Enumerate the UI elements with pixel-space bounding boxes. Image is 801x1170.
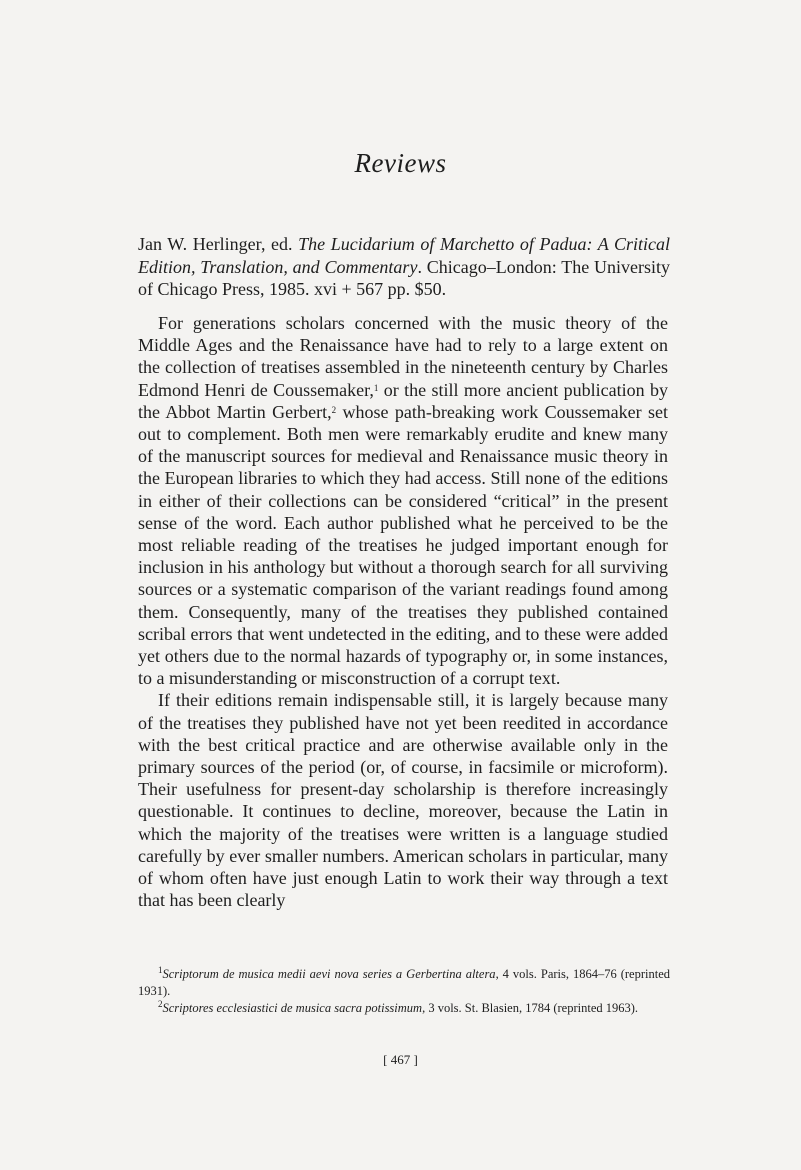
footnote-1-marker: 1 [158,965,163,975]
paragraph-1-text-b: or the still more ancient publication by the Abbot Martin Gerbert, [138,379,668,422]
citation-editor: Jan W. Herlinger, ed. [138,234,299,254]
section-title: Reviews [354,148,447,178]
footnote-1 [138,966,670,1000]
footnote-ref-1: 1 [373,382,379,393]
footnote-1-title: Scriptorum de musica medii aevi nova series a Gerbertina altera [162,967,496,981]
footnote-ref-2: 2 [331,404,337,415]
paragraph-1-text-a: For generations scholars concerned with the music theory of the Middle Ages and the Renaissance have had to rely to a large extent on the collection of treatises assembled in the nineteenth century by Charles Edmond Henri de Coussemaker, [138,313,668,400]
body-paragraph-2: If their editions remain indispensable still, it is largely because many of the treatises they published have not yet been reedited in accordance with the best critical practice and are otherwise available only in the primary sources of the period (or, of course, in facsimile or microform). Their usefulness for present-day scholarship is therefore increasingly questionable. It continues to decline, moreover, because the Latin in which the majority of the treatises were written is a language studied carefully by ever smaller numbers. American scholars in particular, many of whom often have just enough Latin to work their way through a text that has been clearly [138,690,668,911]
citation-publication: . Chicago–London: The University of Chicago Press, 1985. xvi + 567 pp. $50. [138,256,670,299]
footnote-2 [138,1000,670,1017]
citation-book-title: The Lucidarium of Marchetto of Padua: A Critical Edition, Translation, and Commentary [138,234,670,277]
body-paragraph-1 [138,312,668,689]
review-body [138,312,668,911]
footnote-2-details: , 3 vols. St. Blasien, 1784 (reprinted 1963). [422,1001,639,1015]
footnote-2-title: Scriptores ecclesiastici de musica sacra potissimum [162,1001,423,1015]
paragraph-1-text-c: whose path-breaking work Coussemaker set out to complement. Both men were remarkably erudite and knew many of the manuscript sources for medieval and Renaissance music theory in the European libraries to which they had access. Still none of the editions in either of their collections can be considered “critical” in the present sense of the word. Each author published what he perceived to be the most reliable reading of the treatises he judged important enough for inclusion in his anthology but without a thorough search for all surviving sources or a systematic comparison of the variant readings found among them. Consequently, many of the treatises they published contained scribal errors that went undetected in the editing, and to these were added yet others due to the normal hazards of typography or, in some instances, to a misunderstanding or misconstruction of a corrupt text. [138,401,668,689]
footnote-1-details: , 4 vols. Paris, 1864–76 (reprinted 1931). [138,967,670,998]
footnotes [138,966,670,1017]
book-citation [138,233,670,301]
page-number: [ 467 ] [383,1052,418,1067]
footnote-2-marker: 2 [158,999,163,1009]
